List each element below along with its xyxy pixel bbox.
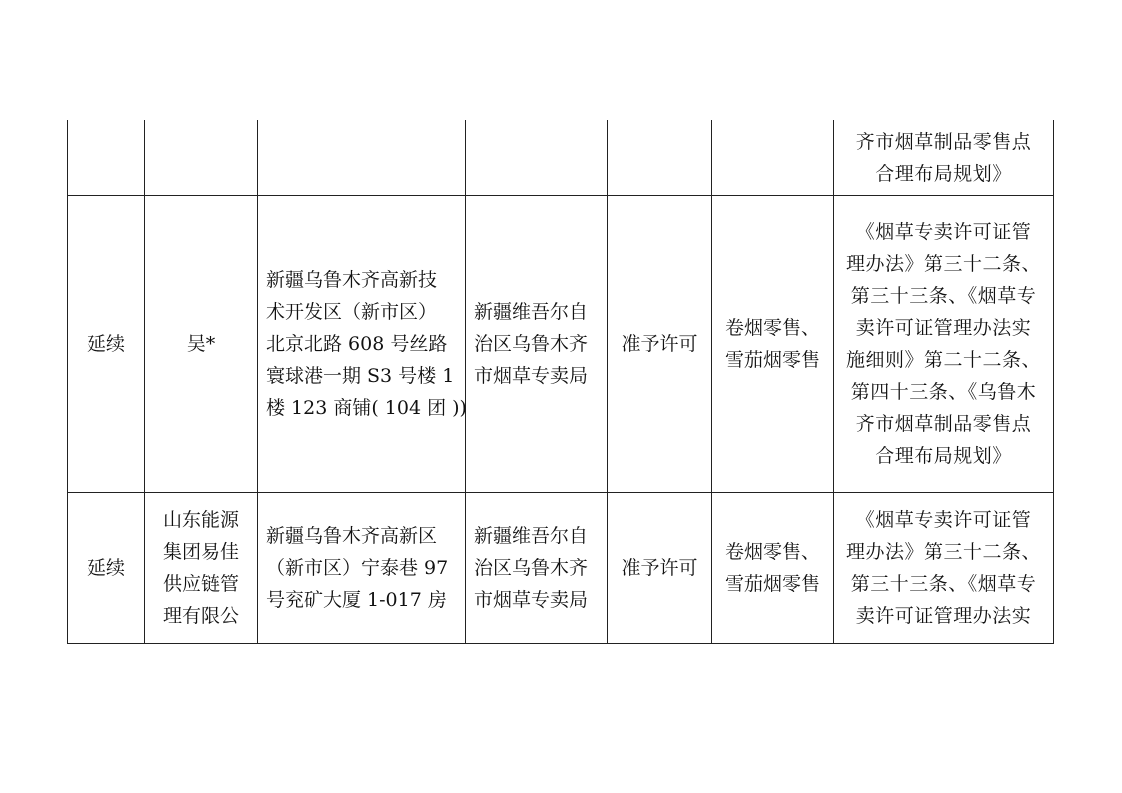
authority-line: 新疆维吾尔自 bbox=[474, 525, 589, 547]
basis-line: 第三十三条、《烟草专 bbox=[850, 573, 1037, 595]
applicant-line: 理有限公 bbox=[162, 605, 239, 627]
basis-line: 《烟草专卖许可证管 bbox=[855, 221, 1032, 243]
cell-scope bbox=[712, 196, 834, 493]
cell-basis bbox=[834, 493, 1054, 644]
scope-line: 卷烟零售、 bbox=[724, 317, 820, 339]
cell-address bbox=[258, 493, 466, 644]
applicant-line: 集团易佳 bbox=[162, 541, 239, 563]
cell-scope bbox=[712, 120, 834, 196]
basis-line: 理办法》第三十二条、 bbox=[845, 541, 1041, 563]
basis-line: 卖许可证管理办法实 bbox=[855, 605, 1032, 627]
address-line: （新市区）宁泰巷 97 bbox=[266, 557, 449, 579]
address-line: 寰球港一期 S3 号楼 1 bbox=[266, 365, 455, 387]
cell-type: 延续 bbox=[68, 196, 145, 493]
address-line: 号兖矿大厦 1-017 房 bbox=[266, 589, 447, 611]
table-row bbox=[68, 120, 1054, 196]
cell-address bbox=[258, 120, 466, 196]
table-row bbox=[68, 196, 1054, 493]
basis-line: 合理布局规划》 bbox=[875, 162, 1012, 185]
address-line: 楼 123 商铺( 104 团 )) bbox=[266, 397, 467, 419]
cell-basis bbox=[834, 120, 1054, 196]
cell-applicant: 吴* bbox=[145, 196, 258, 493]
authority-line: 治区乌鲁木齐 bbox=[474, 557, 589, 579]
basis-line: 齐市烟草制品零售点 bbox=[855, 130, 1032, 153]
applicant-line: 山东能源 bbox=[162, 509, 239, 531]
applicant-line: 供应链管 bbox=[162, 573, 239, 595]
cell-scope bbox=[712, 493, 834, 644]
scope-line: 雪茄烟零售 bbox=[724, 573, 820, 595]
cell-decision: 准予许可 bbox=[608, 196, 712, 493]
permit-table bbox=[67, 120, 1054, 644]
authority-line: 市烟草专卖局 bbox=[474, 365, 589, 387]
authority-line: 市烟草专卖局 bbox=[474, 589, 589, 611]
address-line: 术开发区（新市区） bbox=[266, 301, 438, 323]
address-line: 北京北路 608 号丝路 bbox=[266, 333, 448, 355]
basis-line: 第三十三条、《烟草专 bbox=[850, 285, 1037, 307]
authority-line: 治区乌鲁木齐 bbox=[474, 333, 589, 355]
authority-line: 新疆维吾尔自 bbox=[474, 301, 589, 323]
basis-line: 齐市烟草制品零售点 bbox=[855, 413, 1032, 435]
address-line: 新疆乌鲁木齐高新区 bbox=[266, 525, 438, 547]
scope-line: 雪茄烟零售 bbox=[724, 349, 820, 371]
cell-applicant bbox=[145, 493, 258, 644]
cell-basis bbox=[834, 196, 1054, 493]
cell-decision: 准予许可 bbox=[608, 493, 712, 644]
cell-type: 延续 bbox=[68, 493, 145, 644]
scope-line: 卷烟零售、 bbox=[724, 541, 820, 563]
cell-decision bbox=[608, 120, 712, 196]
cell-applicant bbox=[145, 120, 258, 196]
basis-line: 《烟草专卖许可证管 bbox=[855, 509, 1032, 531]
cell-authority bbox=[466, 493, 608, 644]
cell-type bbox=[68, 120, 145, 196]
basis-line: 合理布局规划》 bbox=[875, 445, 1012, 467]
basis-line: 第四十三条、《乌鲁木 bbox=[850, 381, 1037, 403]
basis-line: 卖许可证管理办法实 bbox=[855, 317, 1032, 339]
address-line: 新疆乌鲁木齐高新技 bbox=[266, 269, 438, 291]
cell-authority bbox=[466, 196, 608, 493]
cell-address bbox=[258, 196, 466, 493]
table-row bbox=[68, 493, 1054, 644]
basis-line: 理办法》第三十二条、 bbox=[845, 253, 1041, 275]
basis-line: 施细则》第二十二条、 bbox=[845, 349, 1041, 371]
cell-authority bbox=[466, 120, 608, 196]
